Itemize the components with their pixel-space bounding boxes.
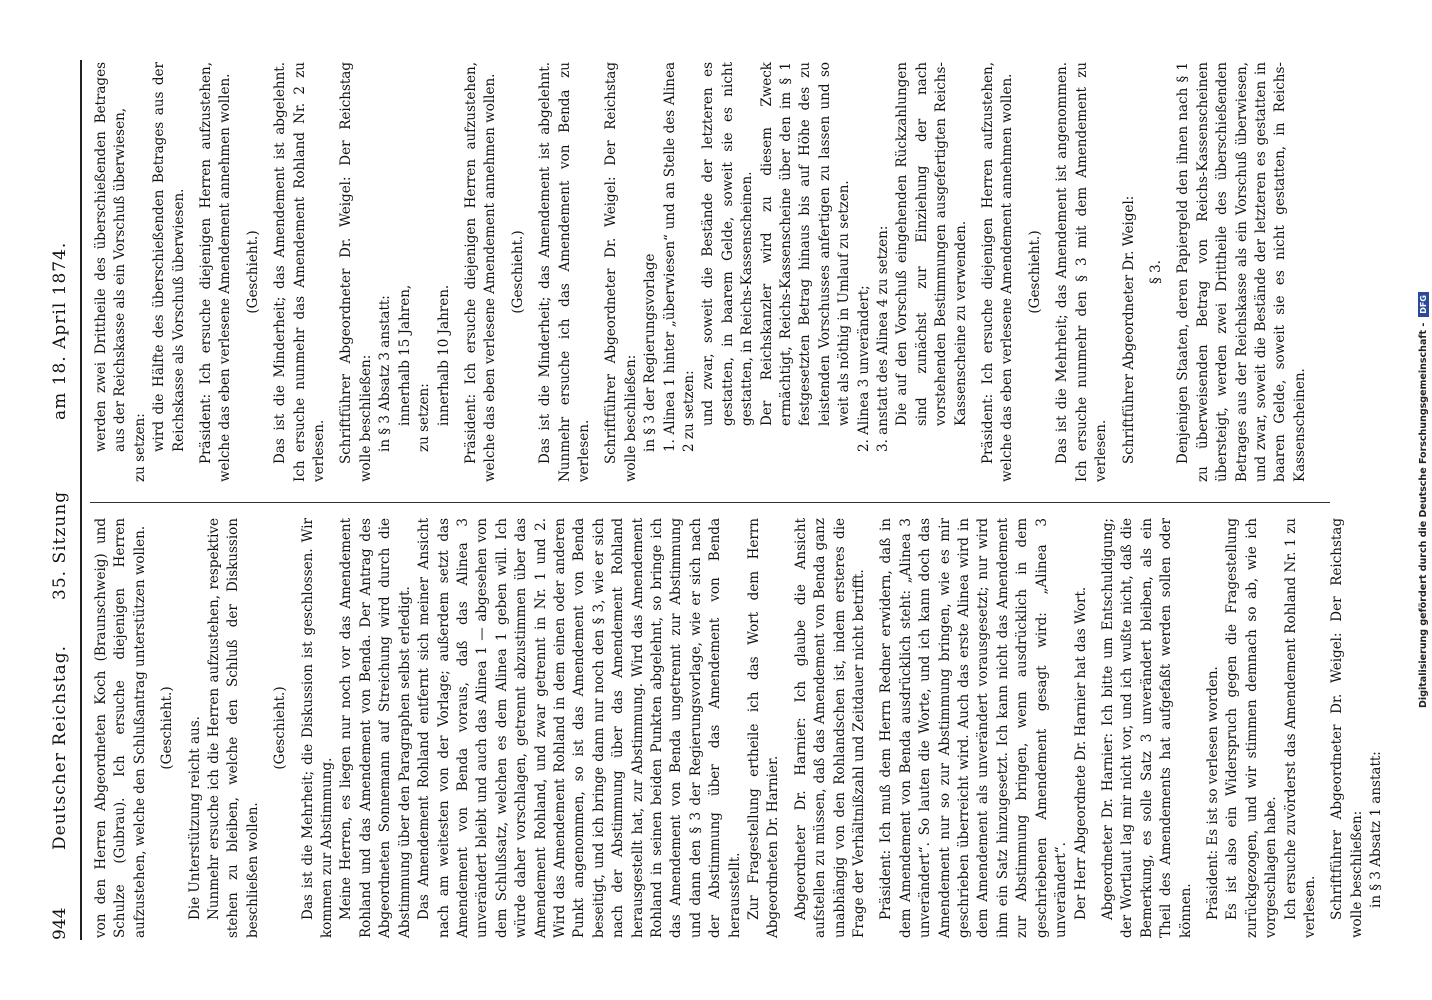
paragraph: Schriftführer Abgeordneter Dr. Weigel: Der Reichstag wolle beschließen:	[338, 62, 374, 482]
paragraph: Schriftführer Abgeordneter Dr. Weigel: Der Reichstag wolle beschließen:	[603, 62, 639, 482]
paragraph: wird die Hälfte des überschießenden Betrages aus der Reichskasse als Vorschuß überwiesen.	[151, 62, 187, 452]
footer-credit: Digitalisierung gefördert durch die Deutsche Forschungsgemeinschaft -	[1417, 322, 1429, 708]
paragraph: Zur Fragestellung ertheile ich das Wort dem Herrn Abgeordneten Dr. Harnier.	[746, 518, 782, 938]
running-header	[50, 60, 78, 940]
paragraph: Nunmehr ersuche ich die Herren aufzustehen, respektive stehen zu bleiben, welche den Schluß der Diskussion beschließen wollen.	[206, 518, 261, 938]
paragraph: (Geschieht.)	[159, 686, 176, 770]
paragraph: innerhalb 15 Jahren,	[396, 284, 413, 426]
paragraph: Denjenigen Staaten, deren Papiergeld den ihnen nach § 1 zu überweisenden Betrag von Reichs-Kassenscheinen übersteigt, werden zwei Drittheile des überschießenden Betrages aus der Reichskasse als ein Vorschuß überwiesen, und zwar, soweit die Bestände der letzteren es gestatten in baaren Gelde, soweit sie es nicht gestatten, in Reichs-Kassenscheinen.	[1175, 62, 1308, 482]
paragraph: Präsident: Es ist so verlesen worden.	[1204, 666, 1221, 920]
paragraph: Präsident: Ich ersuche diejenigen Herren aufzustehen, welche das eben verlesene Amendement annehmen wollen.	[980, 62, 1016, 482]
paragraph: in § 3 Absatz 3 anstatt:	[377, 295, 394, 452]
paragraph: (Geschieht.)	[509, 230, 526, 314]
paragraph: Das ist die Mehrheit; die Diskussion ist geschlossen. Wir kommen zur Abstimmung.	[299, 518, 336, 938]
header-date: am 18. April 1874.	[50, 241, 70, 420]
paragraph: (Geschieht.)	[272, 686, 289, 770]
paragraph: 3. anstatt des Alinea 4 zu setzen:	[875, 225, 892, 452]
paragraph: Abgeordneter Dr. Harnier: Ich glaube die Ansicht aufstellen zu müssen, daß das Amendement von Benda ganz unabhängig von den Rohlandschen ist, indem ersteres die Frage der Verhältnißzahl und Zeitdauer nicht betrifft.	[792, 518, 868, 938]
paragraph: (Geschieht.)	[1026, 230, 1043, 314]
paragraph: in § 3 Absatz 1 anstatt:	[1368, 751, 1385, 908]
paragraph: 1. Alinea 1 hinter „überwiesen“ und an Stelle des Alinea 2 zu setzen:	[661, 62, 697, 452]
paragraph: zu setzen:	[131, 413, 148, 482]
paragraph: Schriftführer Abgeordneter Dr. Weigel:	[1120, 195, 1137, 464]
paragraph: innerhalb 10 Jahren.	[435, 284, 452, 426]
paragraph: Schriftführer Abgeordneter Dr. Weigel: Der Reichstag wolle beschließen:	[1329, 518, 1365, 938]
right-column	[92, 62, 1310, 482]
paragraph: zu setzen:	[416, 383, 433, 452]
paragraph: Das Amendement Rohland entfernt sich meiner Ansicht nach am weitesten von der Vorlage; außerdem setzt das Amendement von Benda voraus, daß das Alinea 3 unverändert bleibt und auch das Alinea 1 — abgesehen von dem Schlußsatz, welchen es dem Alinea 1 geben will. Ich würde daher vorschlagen, getrennt abzustimmen über das Amendement Rohland, und zwar getrennt in Nr. 1 und 2. Wird das Amendement Rohland in dem einen oder anderen Punkt angenommen, so ist das Amendement von Benda beseitigt, und ich bringe dann nur noch den § 3, wie er sich nach der Abstimmung über das Amendement Rohland herausgestellt hat, zur Abstimmung. Wird das Amendement Rohland in seinen beiden Punkten abgelehnt, so bringe ich das Amendement von Benda ungetrennt zur Abstimmung und dann den § 3 der Regierungsvorlage, wie er sich nach der Abstimmung über das Amendement von Benda herausstellt.	[416, 518, 743, 938]
paragraph: (Geschieht.)	[244, 230, 261, 314]
paragraph: Ich ersuche zuvörderst das Amendement Rohland Nr. 1 zu verlesen.	[1282, 518, 1318, 938]
paragraph: Die Unterstützung reicht aus.	[186, 716, 203, 920]
paragraph: Es ist also ein Widerspruch gegen die Fragestellung zurückgezogen, und wir stimmen demnach so ab, wie ich vorgeschlagen habe.	[1224, 518, 1280, 938]
paragraph: werden zwei Drittheile des überschießenden Betrages aus der Reichskasse als ein Vorschuß überwiesen,	[93, 62, 129, 452]
header-session: 35. Sitzung	[50, 490, 70, 600]
paragraph: Das ist die Minderheit; das Amendement ist abgelehnt. Nunmehr ersuche ich das Amendement von Benda zu verlesen.	[537, 62, 592, 482]
paragraph: Das ist die Mehrheit; das Amendement ist angenommen. Ich ersuche nunmehr den § 3 mit dem Amendement zu verlesen.	[1054, 62, 1110, 482]
paragraph: Der Reichskanzler wird zu diesem Zweck ermächtigt, Reichs-Kassenscheine über den im § 1 festgesetzten Betrag hinaus bis auf Höhe des zu leistenden Vorschusses anfertigen zu lassen und so weit als nöthig in Umlauf zu setzen.	[758, 62, 853, 426]
paragraph: Das ist die Minderheit; das Amendement ist abgelehnt. Ich ersuche nunmehr das Amendement Rohland Nr. 2 zu verlesen.	[272, 62, 328, 482]
dfg-logo: DFG	[1418, 292, 1429, 317]
paragraph: 2. Alinea 3 unverändert;	[855, 285, 872, 452]
paragraph: Präsident: Ich muß dem Herrn Redner erwidern, daß in dem Amendement von Benda ausdrücklich steht: „Alinea 3 unverändert“. So lauten die Worte, und ich kann doch das Amendement nur so zur Abstimmung bringen, wie es mir geschrieben überreicht wird. Auch das erste Alinea wird in dem Amendement als unverändert vorausgesetzt; nur wird ihm ein Satz hinzugesetzt. Ich kann nicht das Amendement zur Abstimmung bringen, wenn ausdrücklich in dem geschriebenen Amendement gesagt wird: „Alinea 3 unverändert“.	[878, 518, 1070, 938]
paragraph: in § 3 der Regierungsvorlage	[642, 253, 659, 452]
left-column	[92, 518, 1387, 938]
header-title: Deutscher Reichstag.	[50, 645, 70, 850]
paragraph: von den Herren Abgeordneten Koch (Braunschweig) und Schulze (Gubrau). Ich ersuche diejenigen Herren aufzustehen, welche den Schlußantrag unterstützen wollen.	[93, 518, 148, 938]
paragraph: Der Herr Abgeordnete Dr. Harnier hat das Wort.	[1072, 586, 1089, 920]
paragraph: Abgeordneter Dr. Harnier: Ich bitte um Entschuldigung; der Wortlaut lag mir nicht vor, und ich wußte nicht, daß die Bemerkung, es solle Satz 3 unverändert bleiben, als ein Theil des Amendements hat aufgefaßt werden sollen oder können.	[1099, 518, 1194, 938]
paragraph: Die auf den Vorschuß eingehenden Rückzahlungen sind zunächst zur Einziehung der nach vorstehenden Bestimmungen ausgefertigten Reichs-Kassenscheine zu verwenden.	[894, 62, 969, 426]
paragraph: § 3.	[1147, 260, 1164, 284]
page-number: 944	[50, 907, 70, 940]
paragraph: Präsident: Ich ersuche diejenigen Herren aufzustehen, welche das eben verlesene Amendement annehmen wollen.	[462, 62, 499, 482]
paragraph: und zwar, soweit die Bestände der letzteren es gestatten, in baarem Gelde, soweit sie es nicht gestatten, in Reichs-Kassenscheinen.	[700, 62, 756, 426]
paragraph: Präsident: Ich ersuche diejenigen Herren aufzustehen, welche das eben verlesene Amendement annehmen wollen.	[198, 62, 234, 482]
digitization-footer	[1413, 0, 1432, 1000]
column-divider	[90, 502, 1330, 503]
header-rule	[80, 60, 82, 940]
paragraph: Meine Herren, es liegen nur noch vor das Amendement Rohland und das Amendement von Benda. Der Antrag des Abgeordneten Sonnemann auf Streichung wird durch die Abstimmung über den Paragraphen selbst erledigt.	[338, 518, 413, 938]
